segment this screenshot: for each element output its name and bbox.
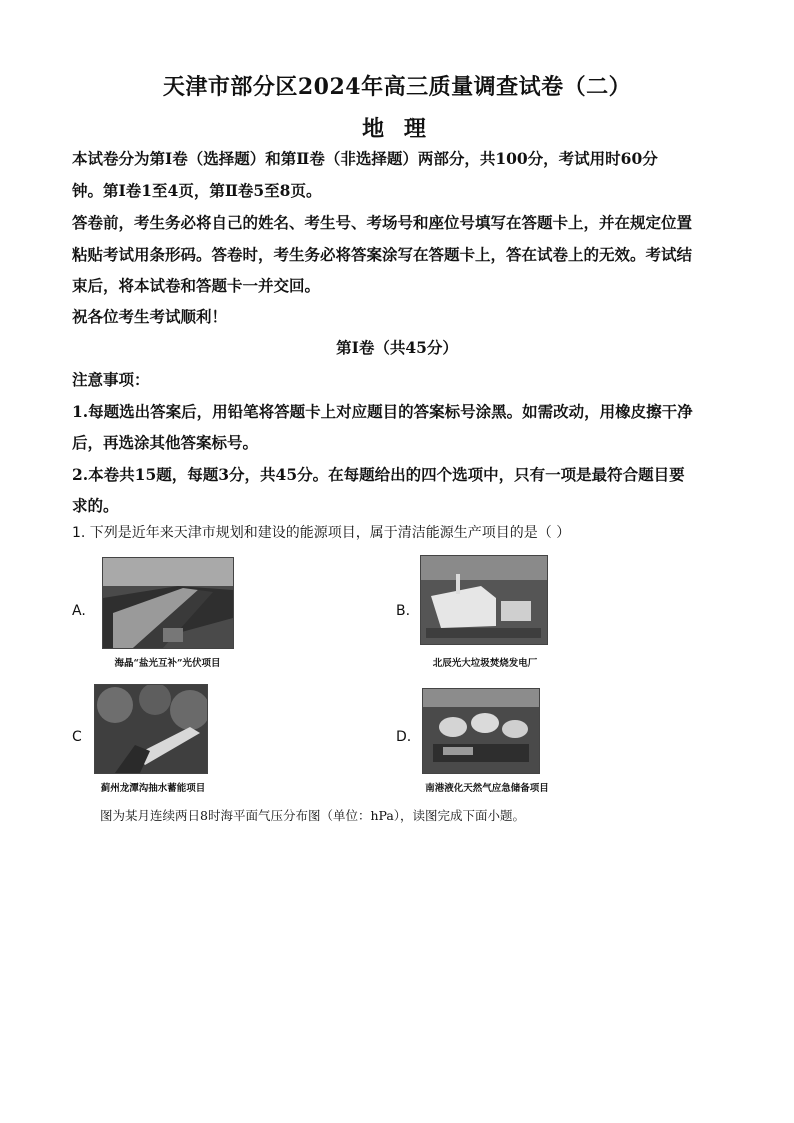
option-d-label[interactable]: D. bbox=[396, 729, 412, 745]
option-a-label[interactable]: A. bbox=[72, 603, 86, 619]
option-d-caption: 南港液化天然气应急储备项目 bbox=[425, 783, 549, 794]
note-line: 1.每题选出答案后，用铅笔将答题卡上对应题目的答案标号涂黑。如需改动，用橡皮擦干净 bbox=[72, 401, 693, 421]
notes-heading: 注意事项： bbox=[72, 370, 150, 389]
note-line: 2.本卷共15题，每题3分，共45分。在每题给出的四个选项中，只有一项是最符合题目要 bbox=[72, 464, 685, 484]
note-line: 求的。 bbox=[72, 496, 119, 515]
option-b-photo bbox=[420, 555, 548, 645]
intro-line: 粘贴考试用条形码。答卷时，考生务必将答案涂写在答题卡上，答在试卷上的无效。考试结 bbox=[72, 244, 693, 264]
intro-paragraph-2 bbox=[72, 207, 722, 302]
note-line: 后，再选涂其他答案标号。 bbox=[72, 433, 259, 452]
intro-line: 答卷前，考生务必将自己的姓名、考生号、考场号和座位号填写在答题卡上，并在规定位置 bbox=[72, 213, 693, 232]
option-a-photo bbox=[102, 557, 234, 649]
solar-field-image bbox=[103, 558, 233, 648]
page-title: 天津市部分区2024年高三质量调查试卷（二） bbox=[162, 74, 632, 100]
pumped-storage-image bbox=[95, 685, 207, 773]
option-c-label[interactable]: C bbox=[72, 729, 82, 745]
option-b-label[interactable]: B. bbox=[396, 603, 411, 619]
subject-title: 地 理 bbox=[362, 116, 432, 142]
option-a-caption: 海晶“盐光互补”光伏项目 bbox=[114, 658, 221, 669]
intro-line: 束后，将本试卷和答题卡一并交回。 bbox=[72, 276, 321, 295]
lng-terminal-image bbox=[423, 689, 539, 773]
next-question-intro: 图为某月连续两日8时海平面气压分布图（单位：hPa），读图完成下面小题。 bbox=[100, 808, 526, 823]
section-title: 第Ⅰ卷（共45分） bbox=[336, 338, 458, 357]
incineration-plant-image bbox=[421, 556, 547, 644]
option-c-caption: 蓟州龙潭沟抽水蓄能项目 bbox=[100, 783, 206, 794]
notes-block bbox=[72, 364, 722, 522]
question-1-stem: 1. 下列是近年来天津市规划和建设的能源项目，属于清洁能源生产项目的是（ ） bbox=[72, 525, 571, 541]
intro-paragraph-1 bbox=[72, 143, 722, 206]
option-c-photo bbox=[94, 684, 208, 774]
good-luck-line: 祝各位考生考试顺利！ bbox=[72, 307, 228, 326]
option-b-caption: 北辰光大垃圾焚烧发电厂 bbox=[432, 658, 538, 669]
intro-line: 本试卷分为第Ⅰ卷（选择题）和第Ⅱ卷（非选择题）两部分，共100分，考试用时60分 bbox=[72, 149, 658, 168]
option-d-photo bbox=[422, 688, 540, 774]
intro-line: 钟。第Ⅰ卷1至4页，第Ⅱ卷5至8页。 bbox=[72, 180, 322, 200]
